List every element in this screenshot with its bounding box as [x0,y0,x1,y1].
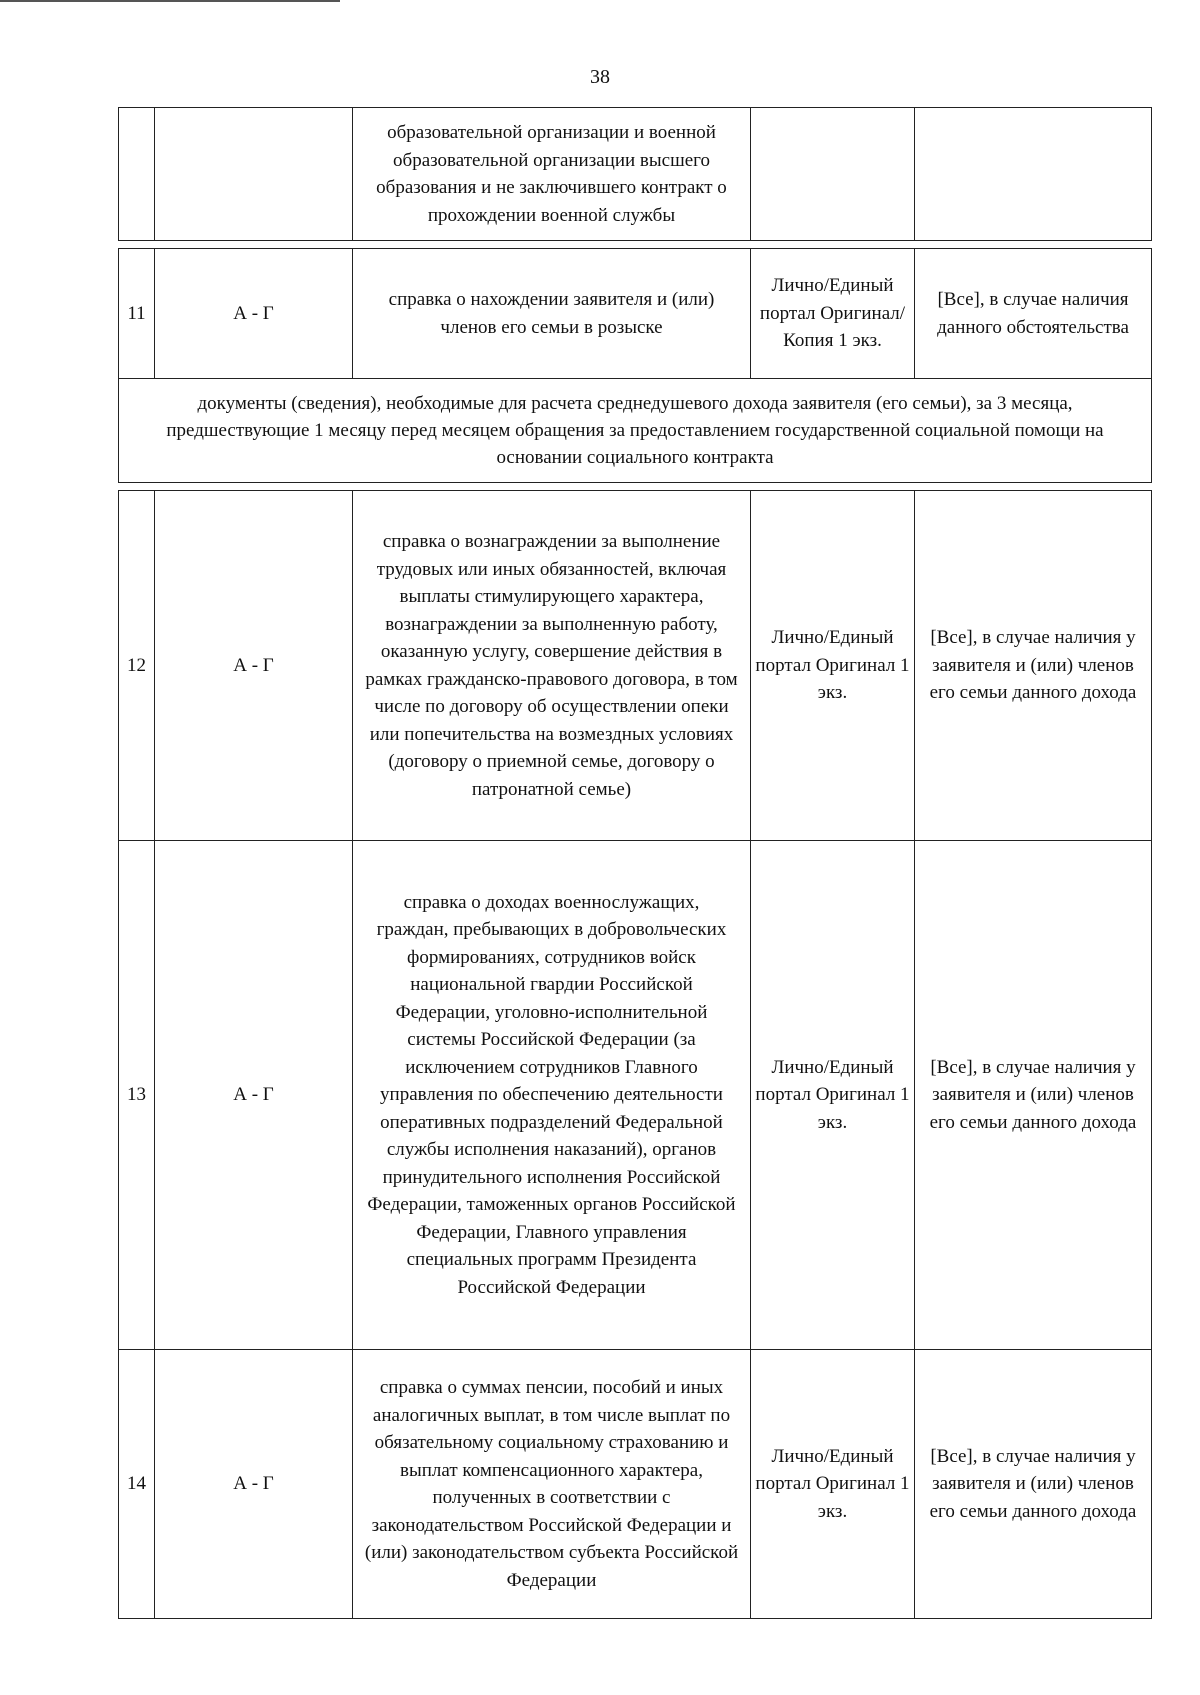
row-description: справка о суммах пенсии, пособий и иных аналогичных выплат, в том числе выплат по обязательному социальному страхованию и выплат компенсационного характера, полученных в соответствии с законодательством Российской Федерации и (или) законодательством субъекта Российской Федерации [353,1350,751,1619]
table-gap [119,483,1152,491]
row-condition: [Все], в случае наличия у заявителя и (или) членов его семьи данного дохода [915,841,1152,1350]
table-row-14 [119,1350,1152,1619]
row-submission: Лично/Единый портал Оригинал/Копия 1 экз. [751,249,915,379]
row-condition-cell [915,108,1152,241]
row-submission: Лично/Единый портал Оригинал 1 экз. [751,1350,915,1619]
table-row-continued [119,108,1152,241]
row-categories: А - Г [155,1350,353,1619]
row-condition: [Все], в случае наличия данного обстоятельства [915,249,1152,379]
row-condition: [Все], в случае наличия у заявителя и (или) членов его семьи данного дохода [915,491,1152,841]
row-number: 13 [119,841,155,1350]
table-row-11 [119,249,1152,379]
row-number: 12 [119,491,155,841]
row-submission-cell [751,108,915,241]
row-number-cell [119,108,155,241]
row-submission: Лично/Единый портал Оригинал 1 экз. [751,841,915,1350]
section-header-row [119,379,1152,483]
row-categories: А - Г [155,841,353,1350]
documents-table [118,107,1152,1619]
row-categories: А - Г [155,491,353,841]
row-description: справка о вознаграждении за выполнение трудовых или иных обязанностей, включая выплаты стимулирующего характера, вознаграждении за выполненную работу, оказанную услугу, совершение действия в рамках гражданско-правового договора, в том числе по договору об осуществлении опеки или попечительства на возмездных условиях (договору о приемной семье, договору о патронатной семье) [353,491,751,841]
row-submission: Лично/Единый портал Оригинал 1 экз. [751,491,915,841]
row-description-cell: образовательной организации и военной образовательной организации высшего образования и не заключившего контракт о прохождении военной службы [353,108,751,241]
table-row-12 [119,491,1152,841]
row-description: справка о нахождении заявителя и (или) членов его семьи в розыске [353,249,751,379]
table-row-13 [119,841,1152,1350]
row-condition: [Все], в случае наличия у заявителя и (или) членов его семьи данного дохода [915,1350,1152,1619]
row-categories-cell [155,108,353,241]
table-gap [119,241,1152,249]
row-categories: А - Г [155,249,353,379]
row-description: справка о доходах военнослужащих, граждан, пребывающих в добровольческих формированиях, сотрудников войск национальной гвардии Российской Федерации, уголовно-исполнительной системы Российской Федерации (за исключением сотрудников Главного управления по обеспечению деятельности оперативных подразделений Федеральной службы исполнения наказаний), органов принудительного исполнения Российской Федерации, таможенных органов Российской Федерации, Главного управления специальных программ Президента Российской Федерации [353,841,751,1350]
section-title: документы (сведения), необходимые для расчета среднедушевого дохода заявителя (его семьи), за 3 месяца, предшествующие 1 месяцу перед месяцем обращения за предоставлением государственной социальной помощи на основании социального контракта [119,379,1152,483]
row-number: 14 [119,1350,155,1619]
page-number: 38 [590,66,610,88]
row-number: 11 [119,249,155,379]
top-rule [0,0,340,2]
